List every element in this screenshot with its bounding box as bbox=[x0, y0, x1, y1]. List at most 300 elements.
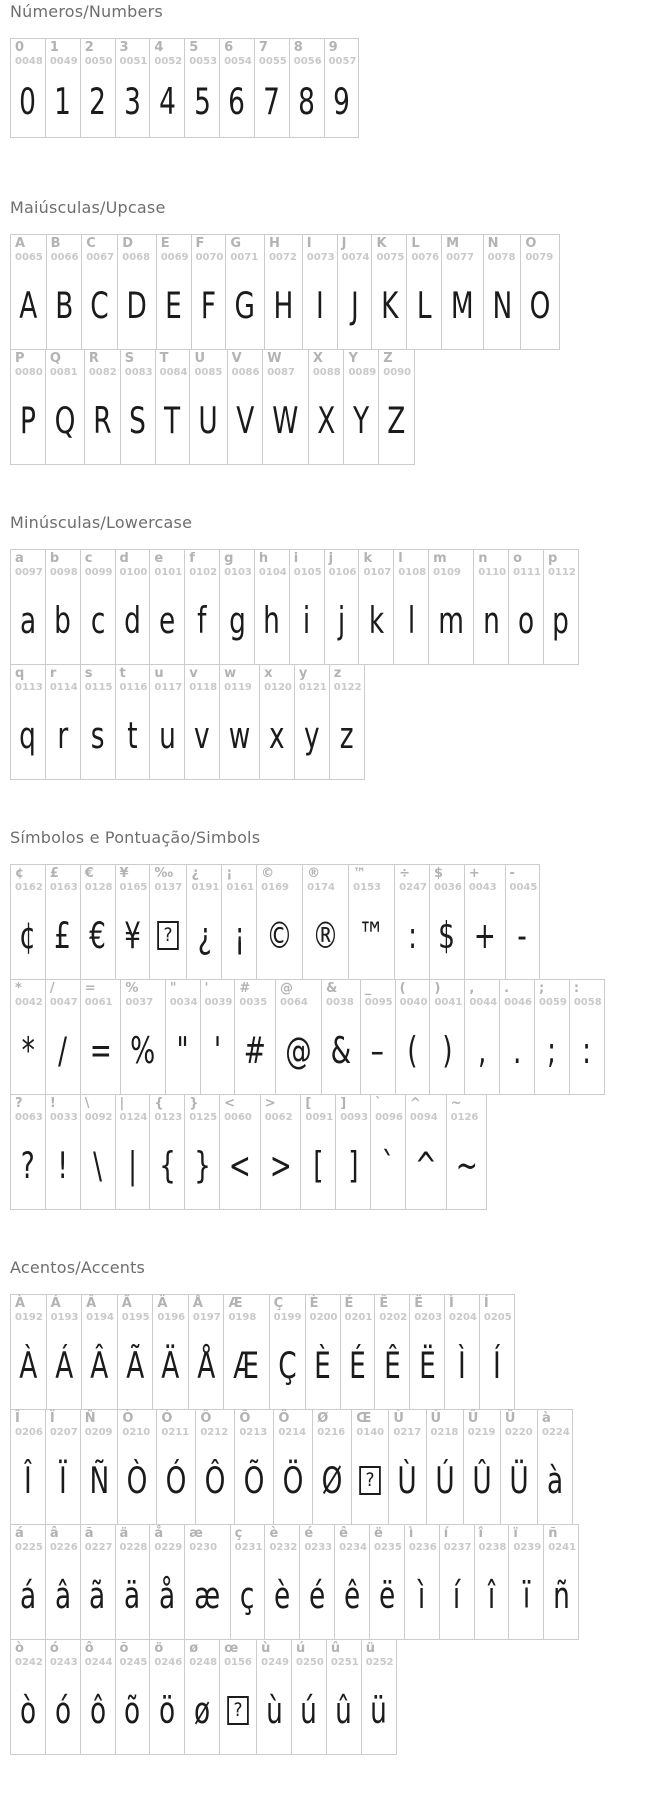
cell-header bbox=[166, 980, 200, 1010]
cell-header bbox=[47, 1295, 82, 1325]
character-code: 0035 bbox=[239, 997, 268, 1009]
rendered-glyph: b bbox=[54, 598, 72, 642]
glyph-cell bbox=[395, 980, 430, 1094]
cell-header bbox=[116, 1095, 150, 1125]
rendered-glyph: ë bbox=[378, 1573, 396, 1617]
glyph-preview-area bbox=[313, 1440, 351, 1524]
reference-character: © bbox=[261, 866, 275, 881]
reference-character: q bbox=[15, 666, 25, 681]
rendered-glyph: ! bbox=[57, 1143, 69, 1187]
glyph-preview-area bbox=[11, 580, 45, 664]
glyph-preview-area bbox=[480, 1325, 514, 1409]
reference-character: Ó bbox=[161, 1411, 173, 1426]
character-code: 0067 bbox=[86, 252, 115, 264]
rendered-glyph: õ bbox=[124, 1688, 141, 1732]
glyph-cell bbox=[156, 1410, 195, 1524]
glyph-preview-area bbox=[325, 580, 359, 664]
cell-header bbox=[185, 39, 219, 69]
glyph-cell bbox=[302, 865, 348, 979]
cell-header bbox=[224, 1295, 268, 1325]
character-code: 0049 bbox=[49, 56, 78, 68]
cell-header bbox=[156, 350, 190, 380]
reference-character: - bbox=[509, 866, 515, 881]
rendered-glyph: 8 bbox=[298, 79, 316, 123]
glyph-preview-area bbox=[506, 895, 540, 979]
reference-character: x bbox=[264, 666, 273, 681]
rendered-glyph: W bbox=[272, 398, 299, 442]
glyph-preview-area bbox=[46, 1555, 80, 1639]
rendered-glyph: G bbox=[234, 283, 256, 327]
glyph-preview-area bbox=[116, 1125, 150, 1209]
glyph-preview-area bbox=[440, 1555, 474, 1639]
reference-character: { bbox=[154, 1096, 164, 1111]
glyph-cell bbox=[188, 1295, 224, 1409]
character-code: 0122 bbox=[333, 682, 362, 694]
cell-header bbox=[325, 39, 359, 69]
glyph-preview-area bbox=[81, 1670, 115, 1754]
character-code: 0050 bbox=[84, 56, 113, 68]
character-code: 0137 bbox=[154, 882, 183, 894]
glyph-preview-area bbox=[11, 1670, 45, 1754]
rendered-glyph: 6 bbox=[228, 79, 246, 123]
cell-header bbox=[475, 1525, 509, 1555]
rendered-glyph: l bbox=[407, 598, 415, 642]
glyph-preview-area bbox=[81, 1125, 115, 1209]
character-code: 0232 bbox=[269, 1542, 298, 1554]
cell-header bbox=[157, 235, 191, 265]
rendered-glyph: e bbox=[159, 598, 176, 642]
glyph-preview-area bbox=[396, 1010, 430, 1094]
reference-character: Ë bbox=[414, 1296, 424, 1311]
character-code: 0213 bbox=[239, 1427, 268, 1439]
rendered-glyph: Ê bbox=[383, 1343, 401, 1387]
glyph-preview-area bbox=[263, 380, 308, 464]
character-code: 0034 bbox=[169, 997, 198, 1009]
glyph-preview-area bbox=[153, 1325, 188, 1409]
character-code: 0191 bbox=[191, 882, 220, 894]
character-code: 0052 bbox=[154, 56, 183, 68]
reference-character: & bbox=[326, 981, 338, 996]
glyph-cell bbox=[537, 1410, 572, 1524]
character-code: 0228 bbox=[119, 1542, 148, 1554]
cell-header bbox=[190, 350, 226, 380]
character-code: 0078 bbox=[487, 252, 516, 264]
glyph-preview-area bbox=[189, 1325, 224, 1409]
glyph-cell bbox=[254, 39, 289, 137]
character-code: 0250 bbox=[296, 1657, 324, 1669]
rendered-glyph: ò bbox=[19, 1688, 36, 1732]
glyph-row bbox=[10, 664, 365, 780]
cell-header bbox=[46, 550, 80, 580]
glyph-cell bbox=[200, 980, 235, 1094]
rendered-glyph: O bbox=[529, 283, 551, 327]
rendered-glyph: ì bbox=[418, 1573, 426, 1617]
cell-header bbox=[187, 865, 221, 895]
glyph-preview-area bbox=[11, 1010, 45, 1094]
rendered-glyph: R bbox=[93, 398, 112, 442]
character-code: 0058 bbox=[573, 997, 602, 1009]
character-code: 0113 bbox=[15, 682, 43, 694]
rendered-glyph: É bbox=[349, 1343, 366, 1387]
glyph-preview-area bbox=[116, 1670, 150, 1754]
glyph-preview-area bbox=[11, 895, 45, 979]
glyph-cell bbox=[474, 1525, 509, 1639]
reference-character: ö bbox=[154, 1641, 164, 1656]
cell-header bbox=[442, 235, 482, 265]
character-code: 0195 bbox=[121, 1312, 150, 1324]
reference-character: â bbox=[49, 1526, 59, 1541]
glyph-preview-area bbox=[352, 1440, 388, 1524]
character-code: 0153 bbox=[353, 882, 381, 894]
glyph-preview-area bbox=[371, 1125, 405, 1209]
rendered-glyph: ' bbox=[213, 1028, 222, 1072]
cell-header bbox=[445, 1295, 479, 1325]
rendered-glyph: | bbox=[128, 1143, 137, 1187]
cell-header bbox=[81, 1095, 115, 1125]
glyph-preview-area bbox=[445, 1325, 479, 1409]
reference-character: 5 bbox=[189, 40, 199, 55]
reference-character: ì bbox=[408, 1526, 414, 1541]
glyph-cell bbox=[11, 350, 45, 464]
reference-character: õ bbox=[119, 1641, 129, 1656]
glyph-cell bbox=[45, 39, 80, 137]
rendered-glyph: r bbox=[57, 713, 69, 757]
reference-character: C bbox=[86, 236, 96, 251]
reference-character: % bbox=[125, 981, 139, 996]
reference-character: U bbox=[194, 351, 206, 366]
rendered-glyph: ~ bbox=[455, 1143, 478, 1187]
glyph-preview-area bbox=[521, 265, 559, 349]
cell-header bbox=[11, 350, 45, 380]
cell-header bbox=[150, 39, 184, 69]
character-code: 0200 bbox=[309, 1312, 338, 1324]
cell-header bbox=[47, 235, 82, 265]
character-code: 0174 bbox=[307, 882, 335, 894]
character-code: 0249 bbox=[261, 1657, 289, 1669]
glyph-preview-area bbox=[85, 380, 120, 464]
cell-header bbox=[85, 350, 120, 380]
character-code: 0056 bbox=[293, 56, 322, 68]
rendered-glyph: ? bbox=[158, 921, 180, 950]
rendered-glyph: # bbox=[244, 1028, 267, 1072]
cell-header bbox=[150, 1640, 184, 1670]
glyph-cell bbox=[45, 980, 80, 1094]
character-code: 0165 bbox=[119, 882, 148, 894]
glyph-cell bbox=[219, 39, 254, 137]
cell-header bbox=[46, 1640, 80, 1670]
character-code: 0072 bbox=[268, 252, 297, 264]
glyph-preview-area bbox=[509, 580, 543, 664]
reference-character: s bbox=[84, 666, 93, 681]
cell-header bbox=[46, 865, 80, 895]
cell-header bbox=[396, 980, 430, 1010]
reference-character: R bbox=[88, 351, 99, 366]
rendered-glyph: N bbox=[492, 283, 512, 327]
glyph-cell bbox=[348, 865, 394, 979]
cell-header bbox=[11, 235, 46, 265]
glyph-preview-area bbox=[303, 895, 348, 979]
glyph-cell bbox=[269, 1295, 305, 1409]
rendered-glyph: Ñ bbox=[89, 1458, 109, 1502]
rendered-glyph: > bbox=[269, 1143, 292, 1187]
rendered-glyph: å bbox=[159, 1573, 176, 1617]
glyph-preview-area bbox=[46, 695, 80, 779]
reference-character: è bbox=[269, 1526, 279, 1541]
character-code: 0062 bbox=[264, 1112, 293, 1124]
glyph-preview-area bbox=[475, 1555, 509, 1639]
rendered-glyph: E bbox=[165, 283, 182, 327]
cell-header bbox=[303, 235, 337, 265]
rendered-glyph: Â bbox=[90, 1343, 109, 1387]
cell-header bbox=[484, 235, 521, 265]
character-code: 0126 bbox=[450, 1112, 479, 1124]
cell-header bbox=[521, 235, 559, 265]
glyph-cell bbox=[115, 39, 150, 137]
character-code: 0125 bbox=[189, 1112, 218, 1124]
glyph-cell bbox=[393, 550, 428, 664]
reference-character: Ò bbox=[122, 1411, 134, 1426]
glyph-cell bbox=[45, 350, 84, 464]
reference-character: ë bbox=[374, 1526, 383, 1541]
cell-header bbox=[506, 865, 540, 895]
glyph-cell bbox=[358, 550, 393, 664]
glyph-cell bbox=[155, 350, 190, 464]
glyph-preview-area bbox=[429, 580, 473, 664]
cell-header bbox=[335, 1525, 369, 1555]
glyph-preview-area bbox=[220, 695, 259, 779]
cell-header bbox=[11, 980, 45, 1010]
reference-character: ç bbox=[234, 1526, 243, 1541]
glyph-preview-area bbox=[292, 1670, 326, 1754]
rendered-glyph: ø bbox=[194, 1688, 211, 1732]
glyph-cell bbox=[11, 980, 45, 1094]
glyph-cell bbox=[120, 350, 155, 464]
glyph-cell bbox=[117, 1295, 153, 1409]
cell-header bbox=[82, 1295, 117, 1325]
glyph-cell bbox=[184, 1095, 219, 1209]
glyph-cell bbox=[115, 1095, 150, 1209]
rendered-glyph: Ù bbox=[397, 1458, 418, 1502]
glyph-cell bbox=[275, 980, 321, 1094]
glyph-preview-area bbox=[156, 380, 190, 464]
character-code: 0128 bbox=[84, 882, 113, 894]
glyph-cell bbox=[45, 1410, 80, 1524]
cell-header bbox=[116, 1640, 150, 1670]
reference-character: 2 bbox=[84, 40, 94, 55]
character-code: 0117 bbox=[154, 682, 183, 694]
glyph-preview-area bbox=[185, 580, 219, 664]
glyph-cell bbox=[45, 865, 80, 979]
reference-character: I bbox=[306, 236, 312, 251]
cell-header bbox=[570, 980, 604, 1010]
rendered-glyph: Ë bbox=[418, 1343, 436, 1387]
reference-character: F bbox=[195, 236, 205, 251]
charmap-section bbox=[10, 2, 651, 138]
character-code: 0092 bbox=[84, 1112, 113, 1124]
character-code: 0124 bbox=[119, 1112, 148, 1124]
glyph-preview-area bbox=[290, 580, 324, 664]
glyph-preview-area bbox=[81, 1440, 118, 1524]
character-code: 0210 bbox=[122, 1427, 151, 1439]
character-code: 0095 bbox=[364, 997, 393, 1009]
glyph-cell bbox=[149, 865, 186, 979]
glyph-preview-area bbox=[192, 265, 226, 349]
cell-header bbox=[313, 1410, 351, 1440]
reference-character: å bbox=[154, 1526, 164, 1541]
reference-character: * bbox=[15, 981, 22, 996]
character-code: 0115 bbox=[84, 682, 113, 694]
glyph-preview-area bbox=[150, 1125, 184, 1209]
cell-header bbox=[192, 235, 226, 265]
glyph-cell bbox=[508, 550, 543, 664]
glyph-cell bbox=[300, 1095, 335, 1209]
cell-header bbox=[338, 235, 372, 265]
cell-header bbox=[535, 980, 569, 1010]
glyph-cell bbox=[305, 1295, 340, 1409]
glyph-cell bbox=[428, 550, 473, 664]
reference-character: 7 bbox=[258, 40, 268, 55]
glyph-preview-area bbox=[361, 1010, 395, 1094]
cell-header bbox=[46, 1095, 80, 1125]
character-code: 0207 bbox=[49, 1427, 78, 1439]
glyph-cell bbox=[149, 1640, 184, 1754]
glyph-cell bbox=[329, 665, 364, 779]
glyph-cell bbox=[80, 865, 115, 979]
reference-character: l bbox=[398, 551, 403, 566]
rendered-glyph: & bbox=[330, 1028, 352, 1072]
glyph-cell bbox=[120, 980, 164, 1094]
glyph-cell bbox=[11, 550, 45, 664]
character-code: 0101 bbox=[154, 567, 183, 579]
glyph-cell bbox=[321, 980, 360, 1094]
cell-header bbox=[336, 1095, 370, 1125]
cell-header bbox=[121, 350, 155, 380]
charmap-section bbox=[10, 198, 651, 465]
reference-character: B bbox=[50, 236, 61, 251]
glyph-preview-area bbox=[344, 380, 378, 464]
character-code: 0054 bbox=[224, 56, 252, 68]
glyph-cell bbox=[405, 1095, 446, 1209]
glyph-cell bbox=[370, 1095, 405, 1209]
section-title: Minúsculas/Lowercase bbox=[10, 513, 193, 532]
reference-character: Á bbox=[50, 1296, 61, 1311]
cell-header bbox=[11, 665, 45, 695]
reference-character: Û bbox=[467, 1411, 479, 1426]
cell-header bbox=[303, 865, 348, 895]
glyph-cell bbox=[115, 665, 150, 779]
cell-header bbox=[395, 865, 429, 895]
reference-character: Ü bbox=[504, 1411, 516, 1426]
glyph-preview-area bbox=[500, 1010, 534, 1094]
character-code: 0079 bbox=[525, 252, 554, 264]
cell-header bbox=[220, 550, 254, 580]
glyph-cell bbox=[223, 1295, 268, 1409]
character-code: 0096 bbox=[375, 1112, 403, 1124]
rendered-glyph: I bbox=[315, 283, 324, 327]
reference-character: ) bbox=[434, 981, 441, 996]
reference-character: w bbox=[224, 666, 237, 681]
cell-header bbox=[371, 1095, 405, 1125]
glyph-preview-area bbox=[46, 895, 80, 979]
glyph-cell bbox=[149, 550, 184, 664]
glyph-preview-area bbox=[47, 265, 82, 349]
glyph-cell bbox=[117, 1410, 156, 1524]
cell-header bbox=[118, 1295, 153, 1325]
cell-header bbox=[500, 980, 534, 1010]
rendered-glyph: F bbox=[200, 283, 217, 327]
reference-character: m bbox=[433, 551, 447, 566]
cell-header bbox=[235, 1410, 273, 1440]
glyph-cell bbox=[543, 550, 578, 664]
rendered-glyph: A bbox=[19, 283, 38, 327]
glyph-preview-area bbox=[46, 1670, 80, 1754]
glyph-preview-area bbox=[407, 265, 441, 349]
reference-character: Å bbox=[192, 1296, 203, 1311]
reference-character: J bbox=[341, 236, 347, 251]
reference-character: y bbox=[298, 666, 308, 681]
glyph-preview-area bbox=[544, 580, 578, 664]
rendered-glyph: i bbox=[302, 598, 311, 642]
cell-header bbox=[255, 39, 289, 69]
character-code: 0064 bbox=[280, 997, 308, 1009]
character-code: 0244 bbox=[84, 1657, 113, 1669]
rendered-glyph: 3 bbox=[124, 79, 141, 123]
glyph-cell bbox=[406, 235, 441, 349]
reference-character: ò bbox=[15, 1641, 24, 1656]
glyph-cell bbox=[264, 235, 302, 349]
reference-character: Ï bbox=[49, 1411, 55, 1426]
glyph-preview-area bbox=[150, 1555, 184, 1639]
rendered-glyph: < bbox=[228, 1143, 251, 1187]
glyph-preview-area bbox=[257, 895, 302, 979]
glyph-cell bbox=[426, 1410, 463, 1524]
character-code: 0033 bbox=[49, 1112, 78, 1124]
glyph-cell bbox=[230, 1525, 265, 1639]
character-code: 0216 bbox=[317, 1427, 346, 1439]
reference-character: € bbox=[84, 866, 94, 881]
reference-character: Ç bbox=[273, 1296, 284, 1311]
character-code: 0042 bbox=[15, 997, 43, 1009]
character-code: 0193 bbox=[50, 1312, 79, 1324]
glyph-preview-area bbox=[81, 895, 115, 979]
glyph-cell bbox=[80, 550, 115, 664]
character-code: 0198 bbox=[228, 1312, 257, 1324]
reference-character: ^ bbox=[409, 1096, 421, 1111]
rendered-glyph: Ø bbox=[321, 1458, 343, 1502]
glyph-preview-area bbox=[370, 1555, 404, 1639]
cell-header bbox=[153, 1295, 188, 1325]
character-code: 0169 bbox=[261, 882, 289, 894]
cell-header bbox=[410, 1295, 444, 1325]
character-code: 0071 bbox=[230, 252, 259, 264]
glyph-preview-area bbox=[303, 265, 337, 349]
reference-character: @ bbox=[280, 981, 294, 996]
character-code: 0038 bbox=[326, 997, 354, 1009]
rendered-glyph: € bbox=[89, 913, 107, 957]
glyph-preview-area bbox=[46, 1440, 80, 1524]
glyph-preview-area bbox=[11, 1440, 45, 1524]
rendered-glyph: P bbox=[19, 398, 36, 442]
reference-character: N bbox=[487, 236, 499, 251]
character-code: 0112 bbox=[547, 567, 576, 579]
glyph-cell bbox=[500, 1410, 537, 1524]
glyph-preview-area bbox=[538, 1440, 572, 1524]
glyph-cell bbox=[46, 235, 82, 349]
glyph-cell bbox=[404, 1525, 439, 1639]
rendered-glyph: * bbox=[21, 1028, 35, 1072]
rendered-glyph: s bbox=[90, 713, 105, 757]
reference-character: K bbox=[376, 236, 387, 251]
